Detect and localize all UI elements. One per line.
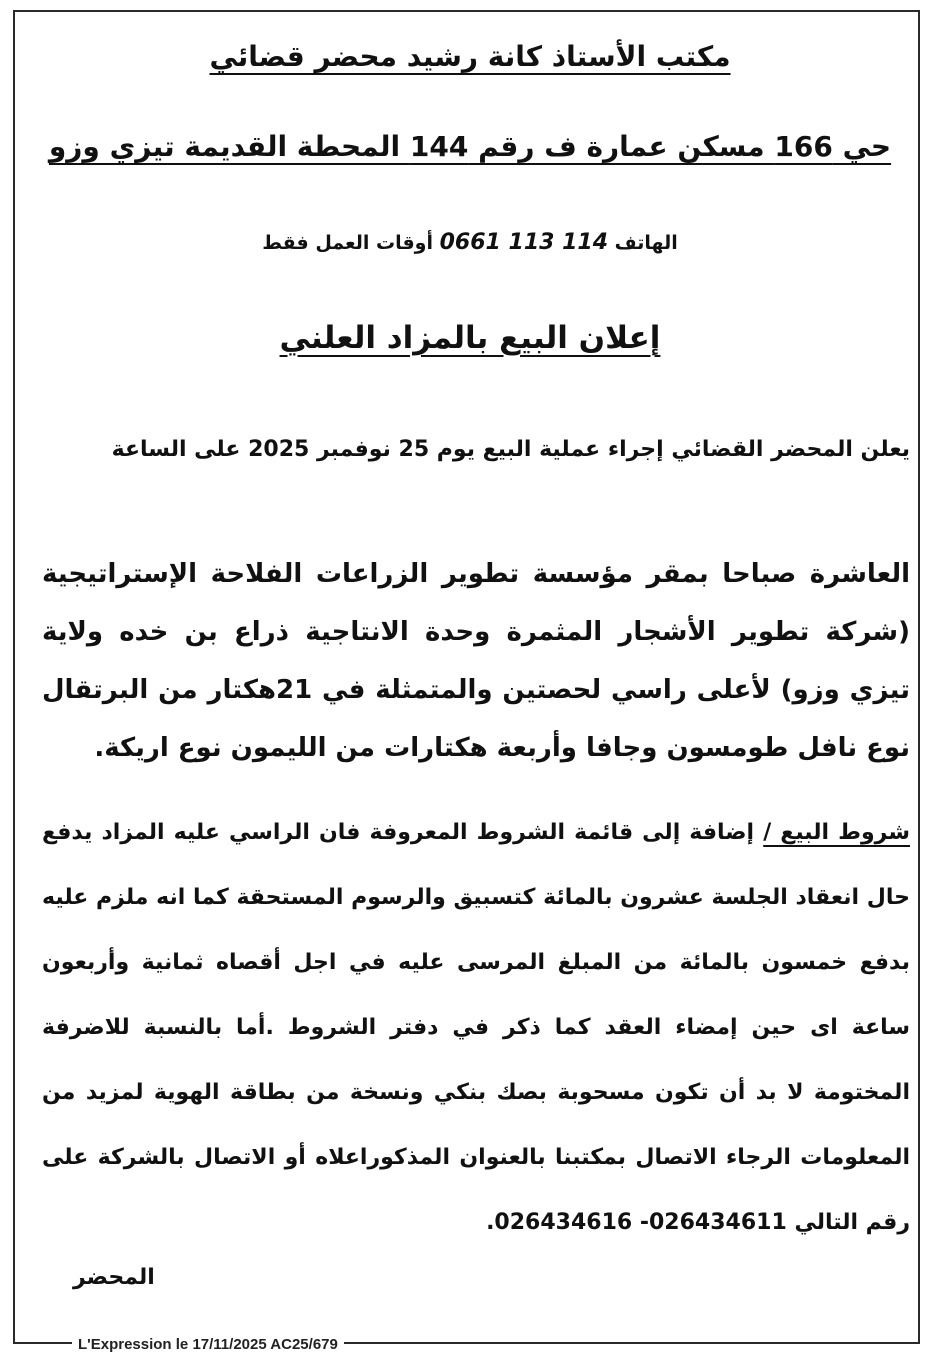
- office-name: مكتب الأستاذ كانة رشيد محضر قضائي: [209, 40, 731, 73]
- sale-date-paragraph: يعلن المحضر القضائي إجراء عملية البيع يوم 25 نوفمبر 2025 على الساعة: [111, 437, 910, 462]
- conditions-label: شروط البيع /: [763, 820, 910, 845]
- phone-suffix: أوقات العمل فقط: [262, 232, 433, 254]
- address-header: [0, 130, 940, 163]
- office-header: [0, 40, 940, 73]
- company-phones: 026434611- 026434616.: [486, 1210, 787, 1235]
- phone-line: [0, 230, 940, 255]
- publication-footer: L'Expression le 17/11/2025 AC25/679: [72, 1336, 344, 1353]
- sale-location-paragraph: العاشرة صباحا بمقر مؤسسة تطوير الزراعات الفلاحة الإستراتيجية (شركة تطوير الأشجار المثمرة وحدة الانتاجية ذراع بن خده ولاية تيزي وزو) لأعلى راسي لحصتين والمتمثلة في 21هكتار من البرتقال نوع نافل طومسون وجافا وأربعة هكتارات من الليمون نوع اريكة.: [42, 559, 910, 763]
- phone-number: 0661 113 114: [439, 230, 609, 255]
- office-address: حي 166 مسكن عمارة ف رقم 144 المحطة القديمة تيزي وزو: [48, 130, 892, 163]
- announcement-title: [0, 320, 940, 356]
- title-text: إعلان البيع بالمزاد العلني: [279, 320, 661, 356]
- conditions-text: إضافة إلى قائمة الشروط المعروفة فان الراسي عليه المزاد يدفع حال انعقاد الجلسة عشرون بالمائة كتسبيق والرسوم المستحقة كما انه ملزم عليه بدفع خمسون بالمائة من المبلغ المرسى عليه في اجل أقصاه ثمانية وأربعون ساعة اى حين إمضاء العقد كما ذكر في دفتر الشروط .أما بالنسبة للاضرفة المختومة لا بد أن تكون مسحوبة بصك بنكي ونسخة من بطاقة الهوية لمزيد من المعلومات الرجاء الاتصال بمكتبنا بالعنوان المذكوراعلاه أو الاتصال بالشركة على رقم التالي: [42, 820, 910, 1235]
- sale-conditions-paragraph: [42, 800, 910, 1255]
- signature: المحضر: [73, 1265, 155, 1290]
- phone-prefix: الهاتف: [614, 232, 678, 254]
